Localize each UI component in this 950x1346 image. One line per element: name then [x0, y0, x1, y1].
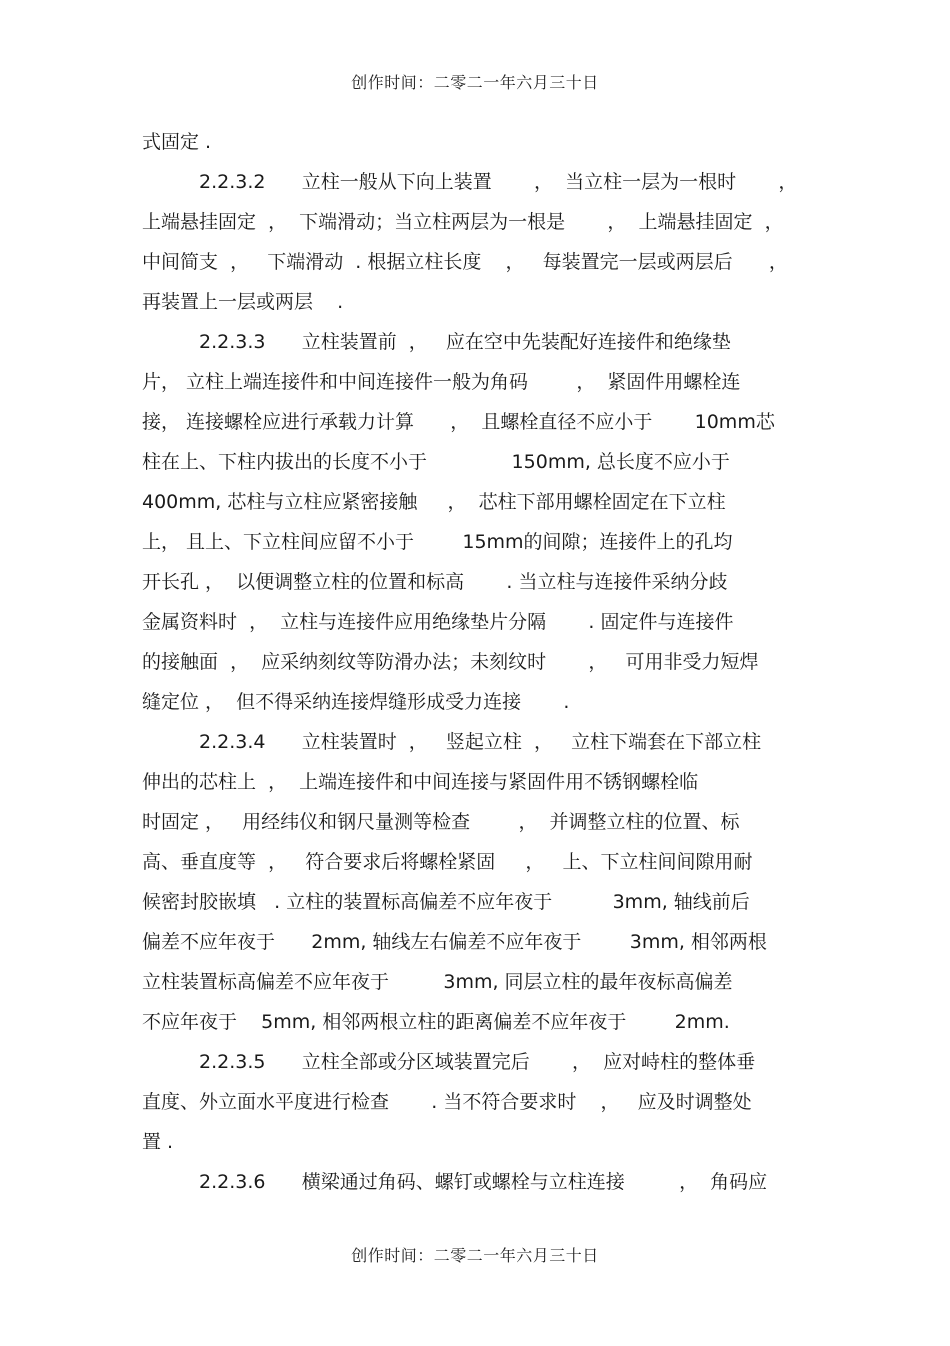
text-line: 高、垂直度等 ， 符合要求后将螺栓紧固 ， 上、下立柱间间隙用耐 — [142, 851, 753, 873]
text-line: 置 . — [142, 1131, 174, 1153]
text-line: 时固定 ， 用经纬仪和钢尺量测等检查 ， 并调整立柱的位置、标 — [142, 811, 740, 833]
text-line: 上端悬挂固定 ， 下端滑动；当立柱两层为一根是 ， 上端悬挂固定 ， — [142, 211, 784, 233]
text-line: 开长孔 ， 以便调整立柱的位置和标高 . 当立柱与连接件采纳分歧 — [142, 571, 728, 593]
text-line: 2.2.3.3 立柱装置前 ， 应在空中先装配好连接件和绝缘垫 — [199, 331, 731, 353]
text-line: 2.2.3.4 立柱装置时 ， 竖起立柱 ， 立柱下端套在下部立柱 — [199, 731, 762, 753]
text-line: 不应年夜于 5mm, 相邻两根立柱的距离偏差不应年夜于 2mm. — [142, 1011, 730, 1033]
text-line: 式固定 . — [142, 131, 212, 153]
text-line: 中间简支 ， 下端滑动 . 根据立柱长度 ， 每装置完一层或两层后 ， — [142, 251, 788, 273]
text-line: 缝定位 ， 但不得采纳连接焊缝形成受力连接 . — [142, 691, 570, 713]
text-line: 2.2.3.5 立柱全部或分区域装置完后 ， 应对峙柱的整体垂 — [199, 1051, 756, 1073]
text-line: 接， 连接螺栓应进行承载力计算 ， 且螺栓直径不应小于 10mm芯 — [142, 411, 775, 433]
text-line: 2.2.3.2 立柱一般从下向上装置 ， 当立柱一层为一根时 ， — [199, 171, 798, 193]
text-line: 候密封胶嵌填 . 立柱的装置标高偏差不应年夜于 3mm, 轴线前后 — [142, 891, 750, 913]
page-footer: 创作时间：二零二一年六月三十日 — [351, 1246, 599, 1265]
page-header: 创作时间：二零二一年六月三十日 — [351, 73, 599, 92]
text-line: 上， 且上、下立柱间应留不小于 15mm的间隙；连接件上的孔均 — [142, 531, 733, 553]
text-line: 片， 立柱上端连接件和中间连接件一般为角码 ， 紧固件用螺栓连 — [142, 371, 741, 393]
text-line: 直度、外立面水平度进行检查 . 当不符合要求时 ， 应及时调整处 — [142, 1091, 752, 1113]
text-line: 的接触面 ， 应采纳刻纹等防滑办法；未刻纹时 ， 可用非受力短焊 — [142, 651, 759, 673]
text-line: 伸出的芯柱上 ， 上端连接件和中间连接与紧固件用不锈钢螺栓临 — [142, 771, 699, 793]
text-line: 偏差不应年夜于 2mm, 轴线左右偏差不应年夜于 3mm, 相邻两根 — [142, 931, 767, 953]
text-line: 立柱装置标高偏差不应年夜于 3mm, 同层立柱的最年夜标高偏差 — [142, 971, 733, 993]
text-line: 400mm, 芯柱与立柱应紧密接触 ， 芯柱下部用螺栓固定在下立柱 — [142, 491, 726, 513]
text-line: 金属资料时 ， 立柱与连接件应用绝缘垫片分隔 . 固定件与连接件 — [142, 611, 734, 633]
text-line: 柱在上、下柱内拔出的长度不小于 150mm, 总长度不应小于 — [142, 451, 730, 473]
text-line: 2.2.3.6 横梁通过角码、螺钉或螺栓与立柱连接 ， 角码应 — [199, 1171, 768, 1193]
text-line: 再装置上一层或两层 . — [142, 291, 344, 313]
